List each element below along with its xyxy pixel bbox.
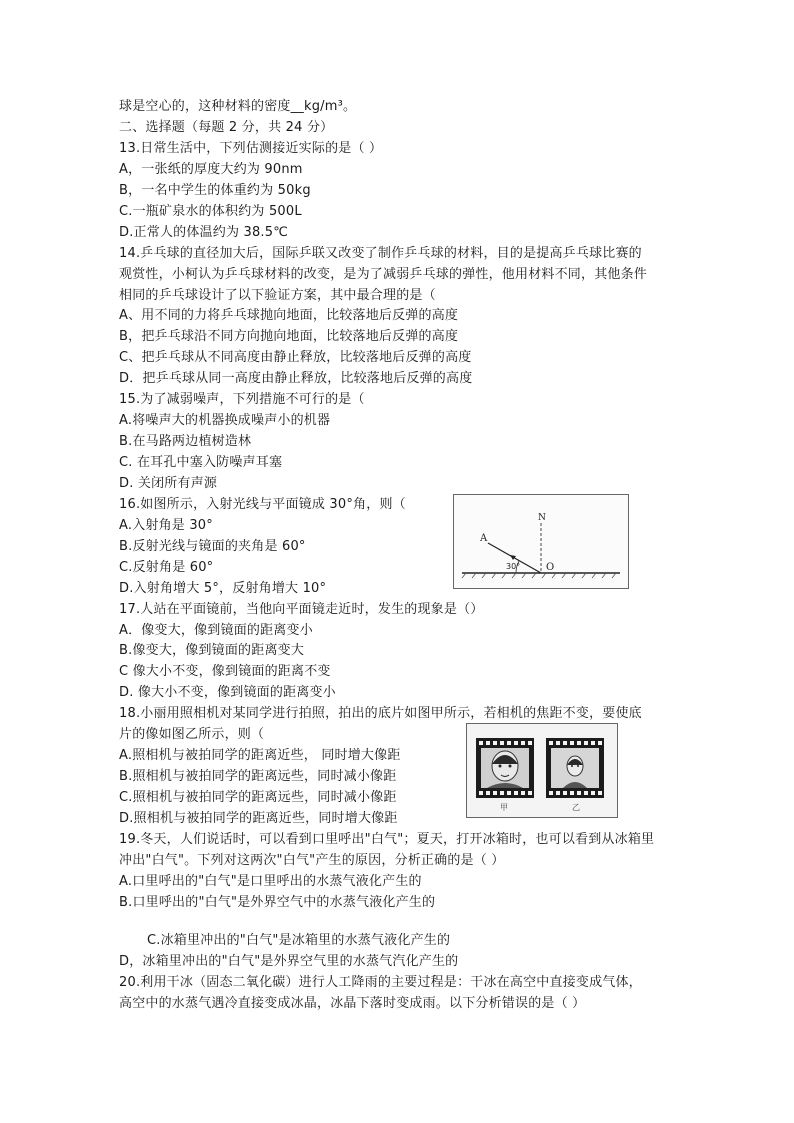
question-19: 19.冬天，人们说话时，可以看到口里呼出"白气"；夏天，打开冰箱时，也可以看到从冰箱里 xyxy=(119,832,655,847)
option-a: A.口里呼出的"白气"是口里呼出的水蒸气液化产生的 xyxy=(119,874,422,889)
option-d: D，冰箱里冲出的"白气"是外界空气里的水蒸气汽化产生的 xyxy=(119,954,459,969)
question-20: 20.利用干冰（固态二氧化碳）进行人工降雨的主要过程是：干冰在高空中直接变成气体， xyxy=(119,975,642,990)
option-d: D.照相机与被拍同学的距离近些，同时增大像距 xyxy=(119,811,398,826)
question-14-cont: 相同的乒乓球设计了以下验证方案，其中最合理的是（ xyxy=(119,288,436,303)
option-a: A.照相机与被拍同学的距离近些， 同时增大像距 xyxy=(119,748,401,763)
option-b: B.在马路两边植树造林 xyxy=(119,434,252,449)
question-19-cont: 冲出"白气"。下列对这两次"白气"产生的原因，分析正确的是（ ） xyxy=(119,853,505,868)
question-18: 18.小丽用照相机对某同学进行拍照，拍出的底片如图甲所示，若相机的焦距不变，要使底 xyxy=(119,706,642,721)
option-a: A、用不同的力将乒乓球抛向地面，比较落地后反弹的高度 xyxy=(119,308,459,323)
option-c: C.一瓶矿泉水的体积约为 500L xyxy=(119,204,302,219)
film-negatives-figure xyxy=(466,723,618,818)
normal-n-label: N xyxy=(538,513,546,523)
option-c: C. 在耳孔中塞入防噪声耳塞 xyxy=(119,455,283,470)
film-diagram xyxy=(467,724,617,817)
mirror-reflection-figure xyxy=(453,494,629,589)
film-frame-left xyxy=(476,738,534,798)
text-line: 球是空心的，这种材料的密度__kg/m³。 xyxy=(119,99,357,114)
option-b: B.像变大，像到镜面的距离变大 xyxy=(119,643,305,658)
angle-label: 30° xyxy=(506,562,521,571)
question-14: 14.乒乓球的直径加大后，国际乒联又改变了制作乒乓球的材料，目的是提高乒乓球比赛的 xyxy=(119,246,642,261)
option-c: C.照相机与被拍同学的距离远些，同时减小像距 xyxy=(119,790,397,805)
option-b: B，把乒乓球沿不同方向抛向地面，比较落地后反弹的高度 xyxy=(119,329,459,344)
arrow-icon xyxy=(510,555,516,560)
question-17: 17.人站在平面镜前，当他向平面镜走近时，发生的现象是（） xyxy=(119,602,484,617)
section-heading: 二、选择题（每题 2 分，共 24 分） xyxy=(119,120,334,135)
option-c: C 像大小不变，像到镜面的距离不变 xyxy=(119,664,331,679)
question-14-cont: 观赏性，小柯认为乒乓球材料的改变，是为了减弱乒乓球的弹性，他用材料不同，其他条件 xyxy=(119,267,648,282)
option-c: C、把乒乓球从不同高度由静止释放，比较落地后反弹的高度 xyxy=(119,350,472,365)
option-d: D.入射角增大 5°，反射角增大 10° xyxy=(119,581,327,596)
option-c: C.冰箱里冲出的"白气"是冰箱里的水蒸气液化产生的 xyxy=(147,933,451,948)
point-o-label: O xyxy=(546,562,555,573)
option-d: D．把乒乓球从同一高度由静止释放，比较落地后反弹的高度 xyxy=(119,371,473,386)
option-b: B.照相机与被拍同学的距离远些，同时减小像距 xyxy=(119,769,397,784)
caption-right: 乙 xyxy=(572,803,580,812)
question-18-cont: 片的像如图乙所示，则（ xyxy=(119,727,265,742)
option-b: B.口里呼出的"白气"是外界空气中的水蒸气液化产生的 xyxy=(119,895,436,910)
mirror-diagram xyxy=(454,495,628,588)
option-a: A．像变大，像到镜面的距离变小 xyxy=(119,623,313,638)
option-d: D. 像大小不变，像到镜面的距离变小 xyxy=(119,685,336,700)
film-frame-right xyxy=(546,738,604,798)
option-b: B.反射光线与镜面的夹角是 60° xyxy=(119,539,306,554)
question-15: 15.为了减弱噪声，下列措施不可行的是（ xyxy=(119,392,365,407)
option-a: A.将噪声大的机器换成噪声小的机器 xyxy=(119,413,331,428)
option-d: D. 关闭所有声源 xyxy=(119,476,218,491)
option-c: C.反射角是 60° xyxy=(119,560,214,575)
question-20-cont: 高空中的水蒸气遇冷直接变成冰晶，冰晶下落时变成雨。以下分析错误的是（ ） xyxy=(119,996,586,1011)
point-a-label: A xyxy=(480,533,488,544)
caption-left: 甲 xyxy=(500,803,508,812)
question-13: 13.日常生活中，下列估测接近实际的是（ ） xyxy=(119,141,383,156)
option-a: A，一张纸的厚度大约为 90nm xyxy=(119,162,303,177)
option-b: B，一名中学生的体重约为 50kg xyxy=(119,183,311,198)
question-16: 16.如图所示，入射光线与平面镜成 30°角，则（ xyxy=(119,497,406,512)
option-a: A.入射角是 30° xyxy=(119,518,213,533)
option-d: D.正常人的体温约为 38.5℃ xyxy=(119,225,289,240)
